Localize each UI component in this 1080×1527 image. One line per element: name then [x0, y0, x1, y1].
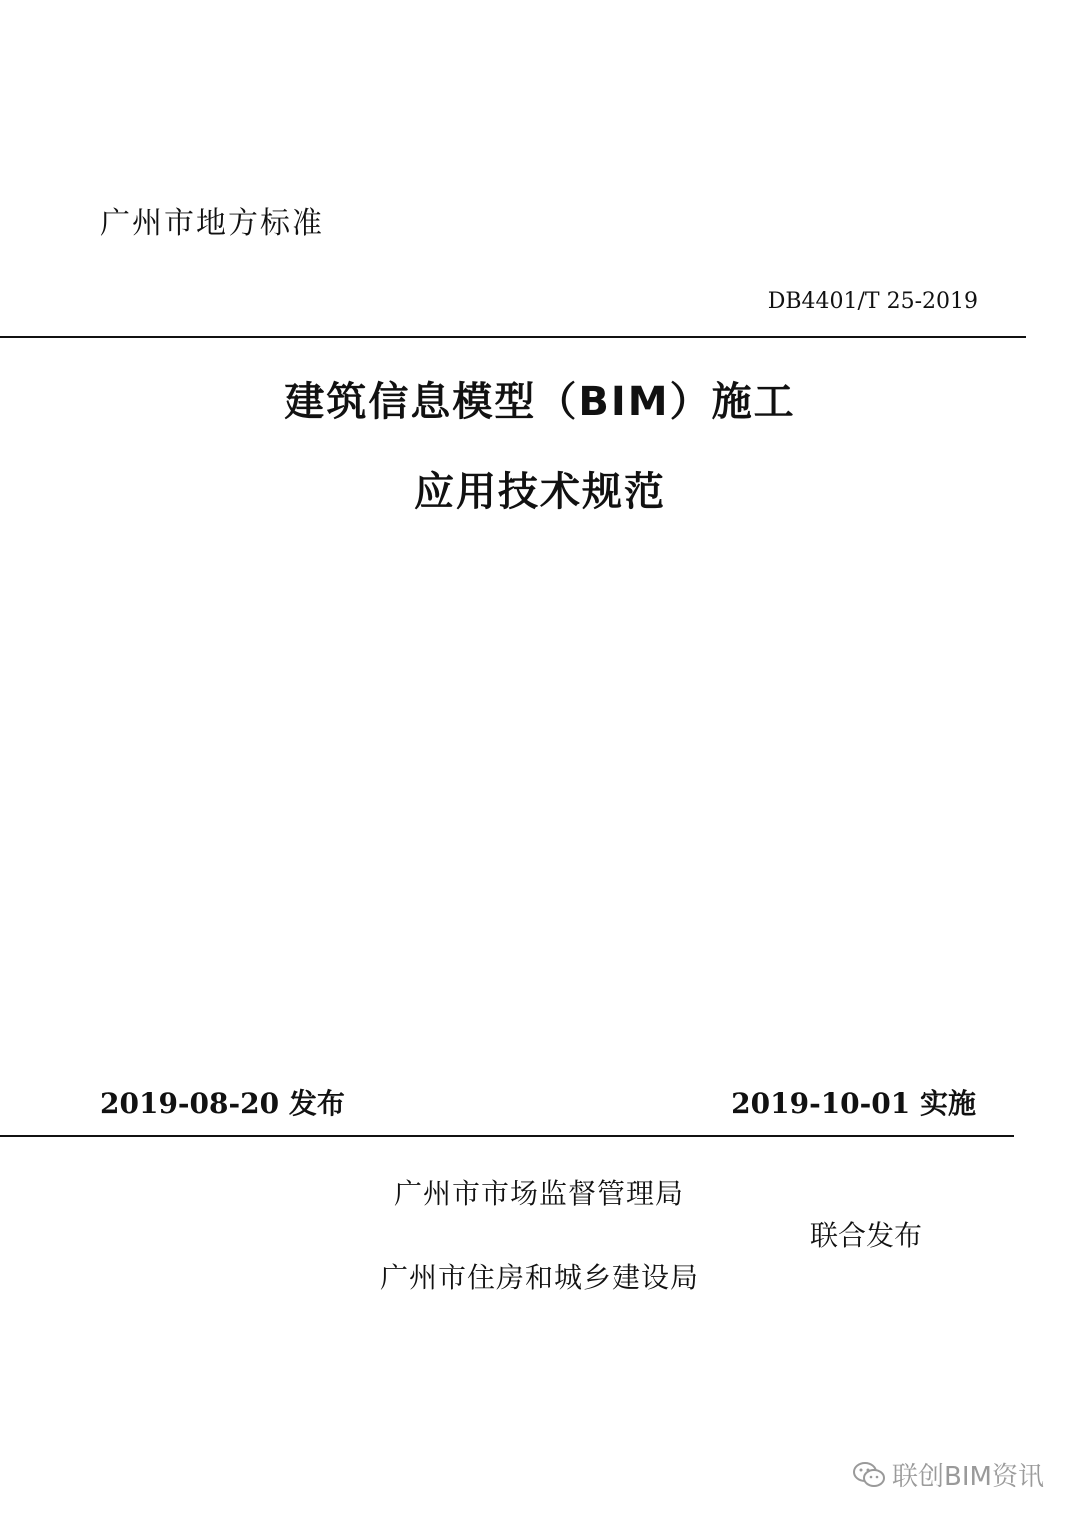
watermark-text: 联创BIM资讯 — [892, 1462, 1044, 1492]
joint-issue-label: 联合发布 — [810, 1219, 923, 1252]
implementation-date: 2019-10-01 实施 — [731, 1087, 976, 1120]
issuer-housing-construction: 广州市住房和城乡建设局 — [380, 1261, 700, 1294]
title-line-2: 应用技术规范 — [414, 469, 666, 515]
bottom-divider — [0, 1135, 1014, 1137]
watermark — [852, 1456, 1044, 1493]
issue-date: 2019-08-20 发布 — [100, 1087, 345, 1120]
top-divider — [0, 336, 1026, 338]
standard-type: 广州市地方标准 — [100, 206, 324, 241]
wechat-icon — [852, 1461, 886, 1489]
issuer-market-supervision: 广州市市场监督管理局 — [394, 1177, 685, 1210]
title-line-1: 建筑信息模型（BIM）施工 — [284, 379, 796, 425]
standard-code: DB4401/T 25-2019 — [767, 289, 978, 314]
